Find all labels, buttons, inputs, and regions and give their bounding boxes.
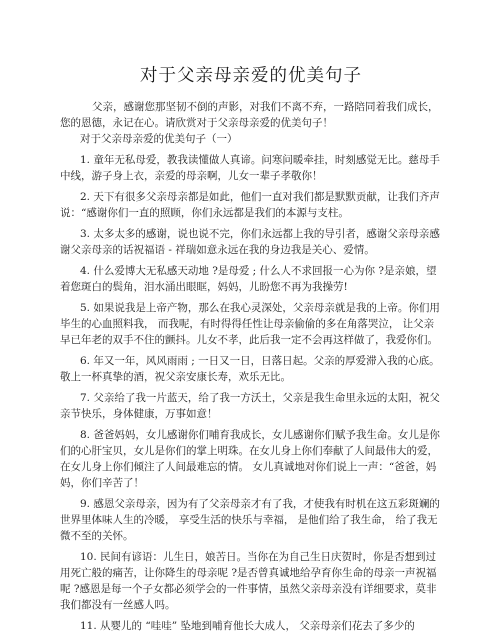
item-number: 9. xyxy=(80,498,91,510)
item-number: 2. xyxy=(80,191,91,203)
item-text: 天下有很多父亲母亲都是如此，他们一直对我们都是默默贡献，让我们齐声说：“感谢你们一直的照顾，你们永远都是我们的本源与支柱。 xyxy=(60,191,440,219)
section-heading: 对于父亲母亲爱的优美句子（一） xyxy=(80,133,238,145)
item-text: 感恩父亲母亲，因为有了父亲母亲才有了我，才使我有时机在这五彩斑斓的世界里体味人生的冷暖， 享受生活的快乐与幸福， 是他们给了我生命， 给了我无微不至的关怀。 xyxy=(60,498,440,542)
item-text: 年又一年，风风雨雨 ; 一日又一日，日落日起。父亲的厚爱滞入我的心底。敬上一杯真挚的酒，祝父亲安康长寿，欢乐无比。 xyxy=(60,355,440,383)
list-item xyxy=(60,496,442,544)
list-item xyxy=(60,427,442,491)
item-number: 8. xyxy=(80,429,91,441)
list-item xyxy=(60,226,442,258)
list-item xyxy=(60,152,442,184)
item-text: 从婴儿的 “哇哇” 坠地到哺育他长大成人， 父亲母亲们花去了多少的 xyxy=(100,620,415,632)
item-text: 如果说我是上帝产物，那么在我心灵深处，父亲母亲就是我的上帝。你们用毕生的心血照料我， 而我呢，有时得得任性让母亲偷偷的多在角落哭泣， 让父亲早已年老的双手不住的颤抖。儿女不孝，此后我一定不会再这样做了，我爱你们。 xyxy=(60,302,440,346)
list-item xyxy=(60,189,442,221)
item-number: 6. xyxy=(80,355,91,367)
page-title: 对于父亲母亲爱的优美句子 xyxy=(140,66,362,86)
list-item xyxy=(60,390,442,422)
item-text: 爸爸妈妈，女儿感谢你们哺育我成长，女儿感谢你们赋予我生命。女儿是你们的心肝宝贝，女儿是你们的掌上明珠。在女儿身上你们奉献了人间最伟大的爱，在女儿身上你们倾注了人间最难忘的情。 女儿真诚地对你们说上一声：“爸爸，妈妈，你们辛苦了！ xyxy=(60,429,440,489)
list-item xyxy=(60,263,442,295)
list-item xyxy=(60,353,442,385)
list-item xyxy=(60,300,442,348)
item-number: 10. xyxy=(80,551,97,563)
item-text: 童年无私母爱，教我读懂做人真谛。问寒问暖牵挂，时刻感觉无比。慈母手中线，游子身上衣，亲爱的母亲啊，儿女一辈子孝敬你！ xyxy=(60,154,440,182)
item-number: 3. xyxy=(80,228,91,240)
list-item xyxy=(60,549,442,613)
item-number: 5. xyxy=(80,302,91,314)
item-text: 父亲给了我一片蓝天，给了我一方沃土，父亲是我生命里永远的太阳，祝父亲节快乐，身体健康，万事如意！ xyxy=(60,392,440,420)
item-number: 4. xyxy=(80,265,91,277)
item-text: 什么爱博大无私感天动地 ?是母爱 ; 什么人不求回报一心为你 ?是亲娘，望着您斑白的鬓角，泪水涌出眼眶，妈妈，儿盼您不再为我操劳! xyxy=(60,265,437,293)
list-item xyxy=(60,618,442,634)
item-text: 民间有谚语：儿生日，娘苦日。当你在为自己生日庆贺时，你是否想到过用死亡般的痛苦，让你降生的母亲呢 ?是否曾真诚地给孕育你生命的母亲一声祝福呢 ?感恩是每一个子女都必须学会的一件事情，虽然父亲母亲没有详细要求，莫非我们都没有一丝感人吗。 xyxy=(60,551,437,611)
intro-paragraph: 父亲，感谢您那坚韧不倒的声影，对我们不离不弃，一路陪同着我们成长，您的恩德，永记在心。请欣赏对于父亲母亲爱的优美句子！ xyxy=(60,101,439,129)
sentence-list xyxy=(60,152,442,634)
item-number: 1. xyxy=(80,154,91,166)
item-number: 11. xyxy=(80,620,97,632)
item-text: 太多太多的感谢，说也说不完，你们永远都上我的导引者，感谢父亲母亲感谢父亲母亲的话祝福语 - 祥瑞如意永远在我的身边我是关心、爱情。 xyxy=(60,228,440,256)
item-number: 7. xyxy=(80,392,91,404)
